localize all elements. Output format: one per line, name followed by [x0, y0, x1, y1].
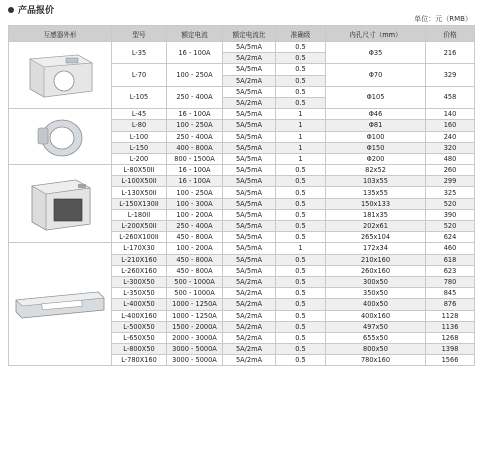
ratio-cell: 5A/5mA	[223, 153, 276, 164]
accuracy-cell: 1	[276, 120, 326, 131]
hole-cell: 800x50	[326, 344, 426, 355]
ratio-cell: 5A/5mA	[223, 254, 276, 265]
hole-cell: 265x104	[326, 232, 426, 243]
accuracy-cell: 0.5	[276, 64, 326, 75]
current-cell: 250 - 400A	[167, 86, 223, 108]
ratio-cell: 5A/2mA	[223, 344, 276, 355]
product-image-cell	[9, 109, 112, 165]
accuracy-cell: 0.5	[276, 176, 326, 187]
price-cell: 520	[426, 221, 475, 232]
model-cell: L-180II	[112, 209, 167, 220]
hole-cell: 135x55	[326, 187, 426, 198]
accuracy-cell: 0.5	[276, 254, 326, 265]
ratio-cell: 5A/5mA	[223, 64, 276, 75]
col-header-accuracy: 准确级	[276, 26, 326, 42]
model-cell: L-45	[112, 109, 167, 120]
product-image-cell	[9, 42, 112, 109]
price-cell: 325	[426, 187, 475, 198]
accuracy-cell: 0.5	[276, 265, 326, 276]
accuracy-cell: 0.5	[276, 165, 326, 176]
price-cell: 299	[426, 176, 475, 187]
current-cell: 1000 - 1250A	[167, 299, 223, 310]
hole-cell: 172x34	[326, 243, 426, 254]
hole-cell: Φ35	[326, 42, 426, 64]
product-image-cell	[9, 243, 112, 366]
model-cell: L-100X50II	[112, 176, 167, 187]
group-rect-window	[9, 165, 475, 243]
price-cell: 480	[426, 153, 475, 164]
product-image-cell	[9, 165, 112, 243]
model-cell: L-650X50	[112, 332, 167, 343]
price-cell: 618	[426, 254, 475, 265]
ratio-cell: 5A/2mA	[223, 355, 276, 366]
accuracy-cell: 0.5	[276, 86, 326, 97]
price-table	[8, 25, 475, 366]
hole-cell: Φ46	[326, 109, 426, 120]
ratio-cell: 5A/5mA	[223, 198, 276, 209]
hole-cell: 655x50	[326, 332, 426, 343]
accuracy-cell: 0.5	[276, 53, 326, 64]
current-cell: 16 - 100A	[167, 42, 223, 64]
accuracy-cell: 0.5	[276, 232, 326, 243]
ratio-cell: 5A/5mA	[223, 131, 276, 142]
ratio-cell: 5A/5mA	[223, 232, 276, 243]
model-cell: L-80X50II	[112, 165, 167, 176]
hole-cell: 497x50	[326, 321, 426, 332]
ratio-cell: 5A/5mA	[223, 120, 276, 131]
current-cell: 16 - 100A	[167, 165, 223, 176]
square-window-ct-icon	[20, 47, 100, 103]
model-cell: L-35	[112, 42, 167, 64]
hole-cell: Φ105	[326, 86, 426, 108]
hole-cell: 300x50	[326, 276, 426, 287]
model-cell: L-260X160	[112, 265, 167, 276]
ratio-cell: 5A/2mA	[223, 321, 276, 332]
price-cell: 240	[426, 131, 475, 142]
model-cell: L-170X30	[112, 243, 167, 254]
ratio-cell: 5A/5mA	[223, 176, 276, 187]
price-cell: 1128	[426, 310, 475, 321]
price-cell: 1268	[426, 332, 475, 343]
hole-cell: 210x160	[326, 254, 426, 265]
accuracy-cell: 1	[276, 109, 326, 120]
col-header-shape: 互感器外形	[9, 26, 112, 42]
current-cell: 450 - 800A	[167, 232, 223, 243]
hole-cell: Φ200	[326, 153, 426, 164]
current-cell: 3000 - 5000A	[167, 355, 223, 366]
current-cell: 100 - 250A	[167, 64, 223, 86]
col-header-current: 额定电流	[167, 26, 223, 42]
current-cell: 250 - 400A	[167, 221, 223, 232]
table-row	[9, 42, 475, 53]
price-cell: 260	[426, 165, 475, 176]
ratio-cell: 5A/2mA	[223, 332, 276, 343]
model-cell: L-400X160	[112, 310, 167, 321]
current-cell: 100 - 250A	[167, 120, 223, 131]
current-cell: 100 - 200A	[167, 209, 223, 220]
price-cell: 458	[426, 86, 475, 108]
round-ring-ct-icon	[30, 114, 90, 160]
ratio-cell: 5A/5mA	[223, 42, 276, 53]
ratio-cell: 5A/2mA	[223, 288, 276, 299]
ratio-cell: 5A/2mA	[223, 97, 276, 108]
model-cell: L-350X50	[112, 288, 167, 299]
price-cell: 390	[426, 209, 475, 220]
current-cell: 16 - 100A	[167, 109, 223, 120]
hole-cell: 260x160	[326, 265, 426, 276]
current-cell: 2000 - 3000A	[167, 332, 223, 343]
current-cell: 100 - 300A	[167, 198, 223, 209]
table-row	[9, 243, 475, 254]
price-cell: 140	[426, 109, 475, 120]
hole-cell: 202x61	[326, 221, 426, 232]
table-row	[9, 109, 475, 120]
hole-cell: 400x50	[326, 299, 426, 310]
model-cell: L-300X50	[112, 276, 167, 287]
current-cell: 450 - 800A	[167, 254, 223, 265]
table-row	[9, 165, 475, 176]
ratio-cell: 5A/5mA	[223, 142, 276, 153]
hole-cell: 780x160	[326, 355, 426, 366]
price-cell: 160	[426, 120, 475, 131]
model-cell: L-80	[112, 120, 167, 131]
price-cell: 876	[426, 299, 475, 310]
model-cell: L-800X50	[112, 344, 167, 355]
ratio-cell: 5A/5mA	[223, 221, 276, 232]
current-cell: 500 - 1000A	[167, 276, 223, 287]
price-cell: 520	[426, 198, 475, 209]
model-cell: L-260X100II	[112, 232, 167, 243]
ratio-cell: 5A/2mA	[223, 53, 276, 64]
ratio-cell: 5A/5mA	[223, 187, 276, 198]
col-header-hole: 内孔尺寸（mm）	[326, 26, 426, 42]
accuracy-cell: 0.5	[276, 310, 326, 321]
accuracy-cell: 0.5	[276, 355, 326, 366]
current-cell: 3000 - 5000A	[167, 344, 223, 355]
model-cell: L-100	[112, 131, 167, 142]
accuracy-cell: 0.5	[276, 187, 326, 198]
model-cell: L-150X130II	[112, 198, 167, 209]
accuracy-cell: 0.5	[276, 42, 326, 53]
accuracy-cell: 0.5	[276, 332, 326, 343]
price-cell: 1398	[426, 344, 475, 355]
hole-cell: 350x50	[326, 288, 426, 299]
model-cell: L-780X160	[112, 355, 167, 366]
accuracy-cell: 1	[276, 153, 326, 164]
accuracy-cell: 0.5	[276, 221, 326, 232]
model-cell: L-70	[112, 64, 167, 86]
hole-cell: Φ70	[326, 64, 426, 86]
current-cell: 450 - 800A	[167, 265, 223, 276]
header-row	[9, 26, 475, 42]
accuracy-cell: 0.5	[276, 344, 326, 355]
accuracy-cell: 0.5	[276, 198, 326, 209]
accuracy-cell: 0.5	[276, 321, 326, 332]
section-title	[8, 3, 54, 16]
current-cell: 400 - 800A	[167, 142, 223, 153]
group-split-bar	[9, 243, 475, 366]
section-title-text: 产品报价	[18, 6, 55, 16]
hole-cell: 103x55	[326, 176, 426, 187]
model-cell: L-500X50	[112, 321, 167, 332]
ratio-cell: 5A/5mA	[223, 265, 276, 276]
current-cell: 100 - 250A	[167, 187, 223, 198]
model-cell: L-200	[112, 153, 167, 164]
price-cell: 329	[426, 64, 475, 86]
col-header-ratio: 额定电流比	[223, 26, 276, 42]
ratio-cell: 5A/2mA	[223, 75, 276, 86]
price-cell: 1136	[426, 321, 475, 332]
model-cell: L-150	[112, 142, 167, 153]
accuracy-cell: 0.5	[276, 299, 326, 310]
split-bar-ct-icon	[12, 284, 108, 324]
accuracy-cell: 1	[276, 243, 326, 254]
current-cell: 500 - 1000A	[167, 288, 223, 299]
hole-cell: Φ150	[326, 142, 426, 153]
accuracy-cell: 0.5	[276, 288, 326, 299]
current-cell: 250 - 400A	[167, 131, 223, 142]
hole-cell: 400x160	[326, 310, 426, 321]
ratio-cell: 5A/2mA	[223, 299, 276, 310]
current-cell: 1500 - 2000A	[167, 321, 223, 332]
ratio-cell: 5A/5mA	[223, 109, 276, 120]
price-cell: 780	[426, 276, 475, 287]
hole-cell: 150x133	[326, 198, 426, 209]
model-cell: L-200X50II	[112, 221, 167, 232]
bullet-icon	[8, 7, 14, 13]
accuracy-cell: 1	[276, 142, 326, 153]
price-cell: 216	[426, 42, 475, 64]
ratio-cell: 5A/5mA	[223, 243, 276, 254]
price-cell: 623	[426, 265, 475, 276]
hole-cell: 181x35	[326, 209, 426, 220]
ratio-cell: 5A/5mA	[223, 165, 276, 176]
price-cell: 320	[426, 142, 475, 153]
accuracy-cell: 0.5	[276, 97, 326, 108]
rect-window-ct-icon	[20, 172, 100, 236]
accuracy-cell: 0.5	[276, 209, 326, 220]
current-cell: 1000 - 1250A	[167, 310, 223, 321]
model-cell: L-210X160	[112, 254, 167, 265]
hole-cell: Φ100	[326, 131, 426, 142]
current-cell: 100 - 200A	[167, 243, 223, 254]
price-cell: 460	[426, 243, 475, 254]
model-cell: L-400X50	[112, 299, 167, 310]
hole-cell: Φ81	[326, 120, 426, 131]
ratio-cell: 5A/5mA	[223, 209, 276, 220]
col-header-price: 价格	[426, 26, 475, 42]
model-cell: L-105	[112, 86, 167, 108]
accuracy-cell: 0.5	[276, 75, 326, 86]
price-cell: 1566	[426, 355, 475, 366]
ratio-cell: 5A/5mA	[223, 86, 276, 97]
group-round-ring	[9, 109, 475, 165]
current-cell: 800 - 1500A	[167, 153, 223, 164]
accuracy-cell: 1	[276, 131, 326, 142]
ratio-cell: 5A/2mA	[223, 310, 276, 321]
col-header-model: 型号	[112, 26, 167, 42]
hole-cell: 82x52	[326, 165, 426, 176]
accuracy-cell: 0.5	[276, 276, 326, 287]
price-cell: 624	[426, 232, 475, 243]
current-cell: 16 - 100A	[167, 176, 223, 187]
price-cell: 845	[426, 288, 475, 299]
ratio-cell: 5A/2mA	[223, 276, 276, 287]
unit-label: 单位：元（RMB）	[414, 15, 472, 23]
model-cell: L-130X50II	[112, 187, 167, 198]
